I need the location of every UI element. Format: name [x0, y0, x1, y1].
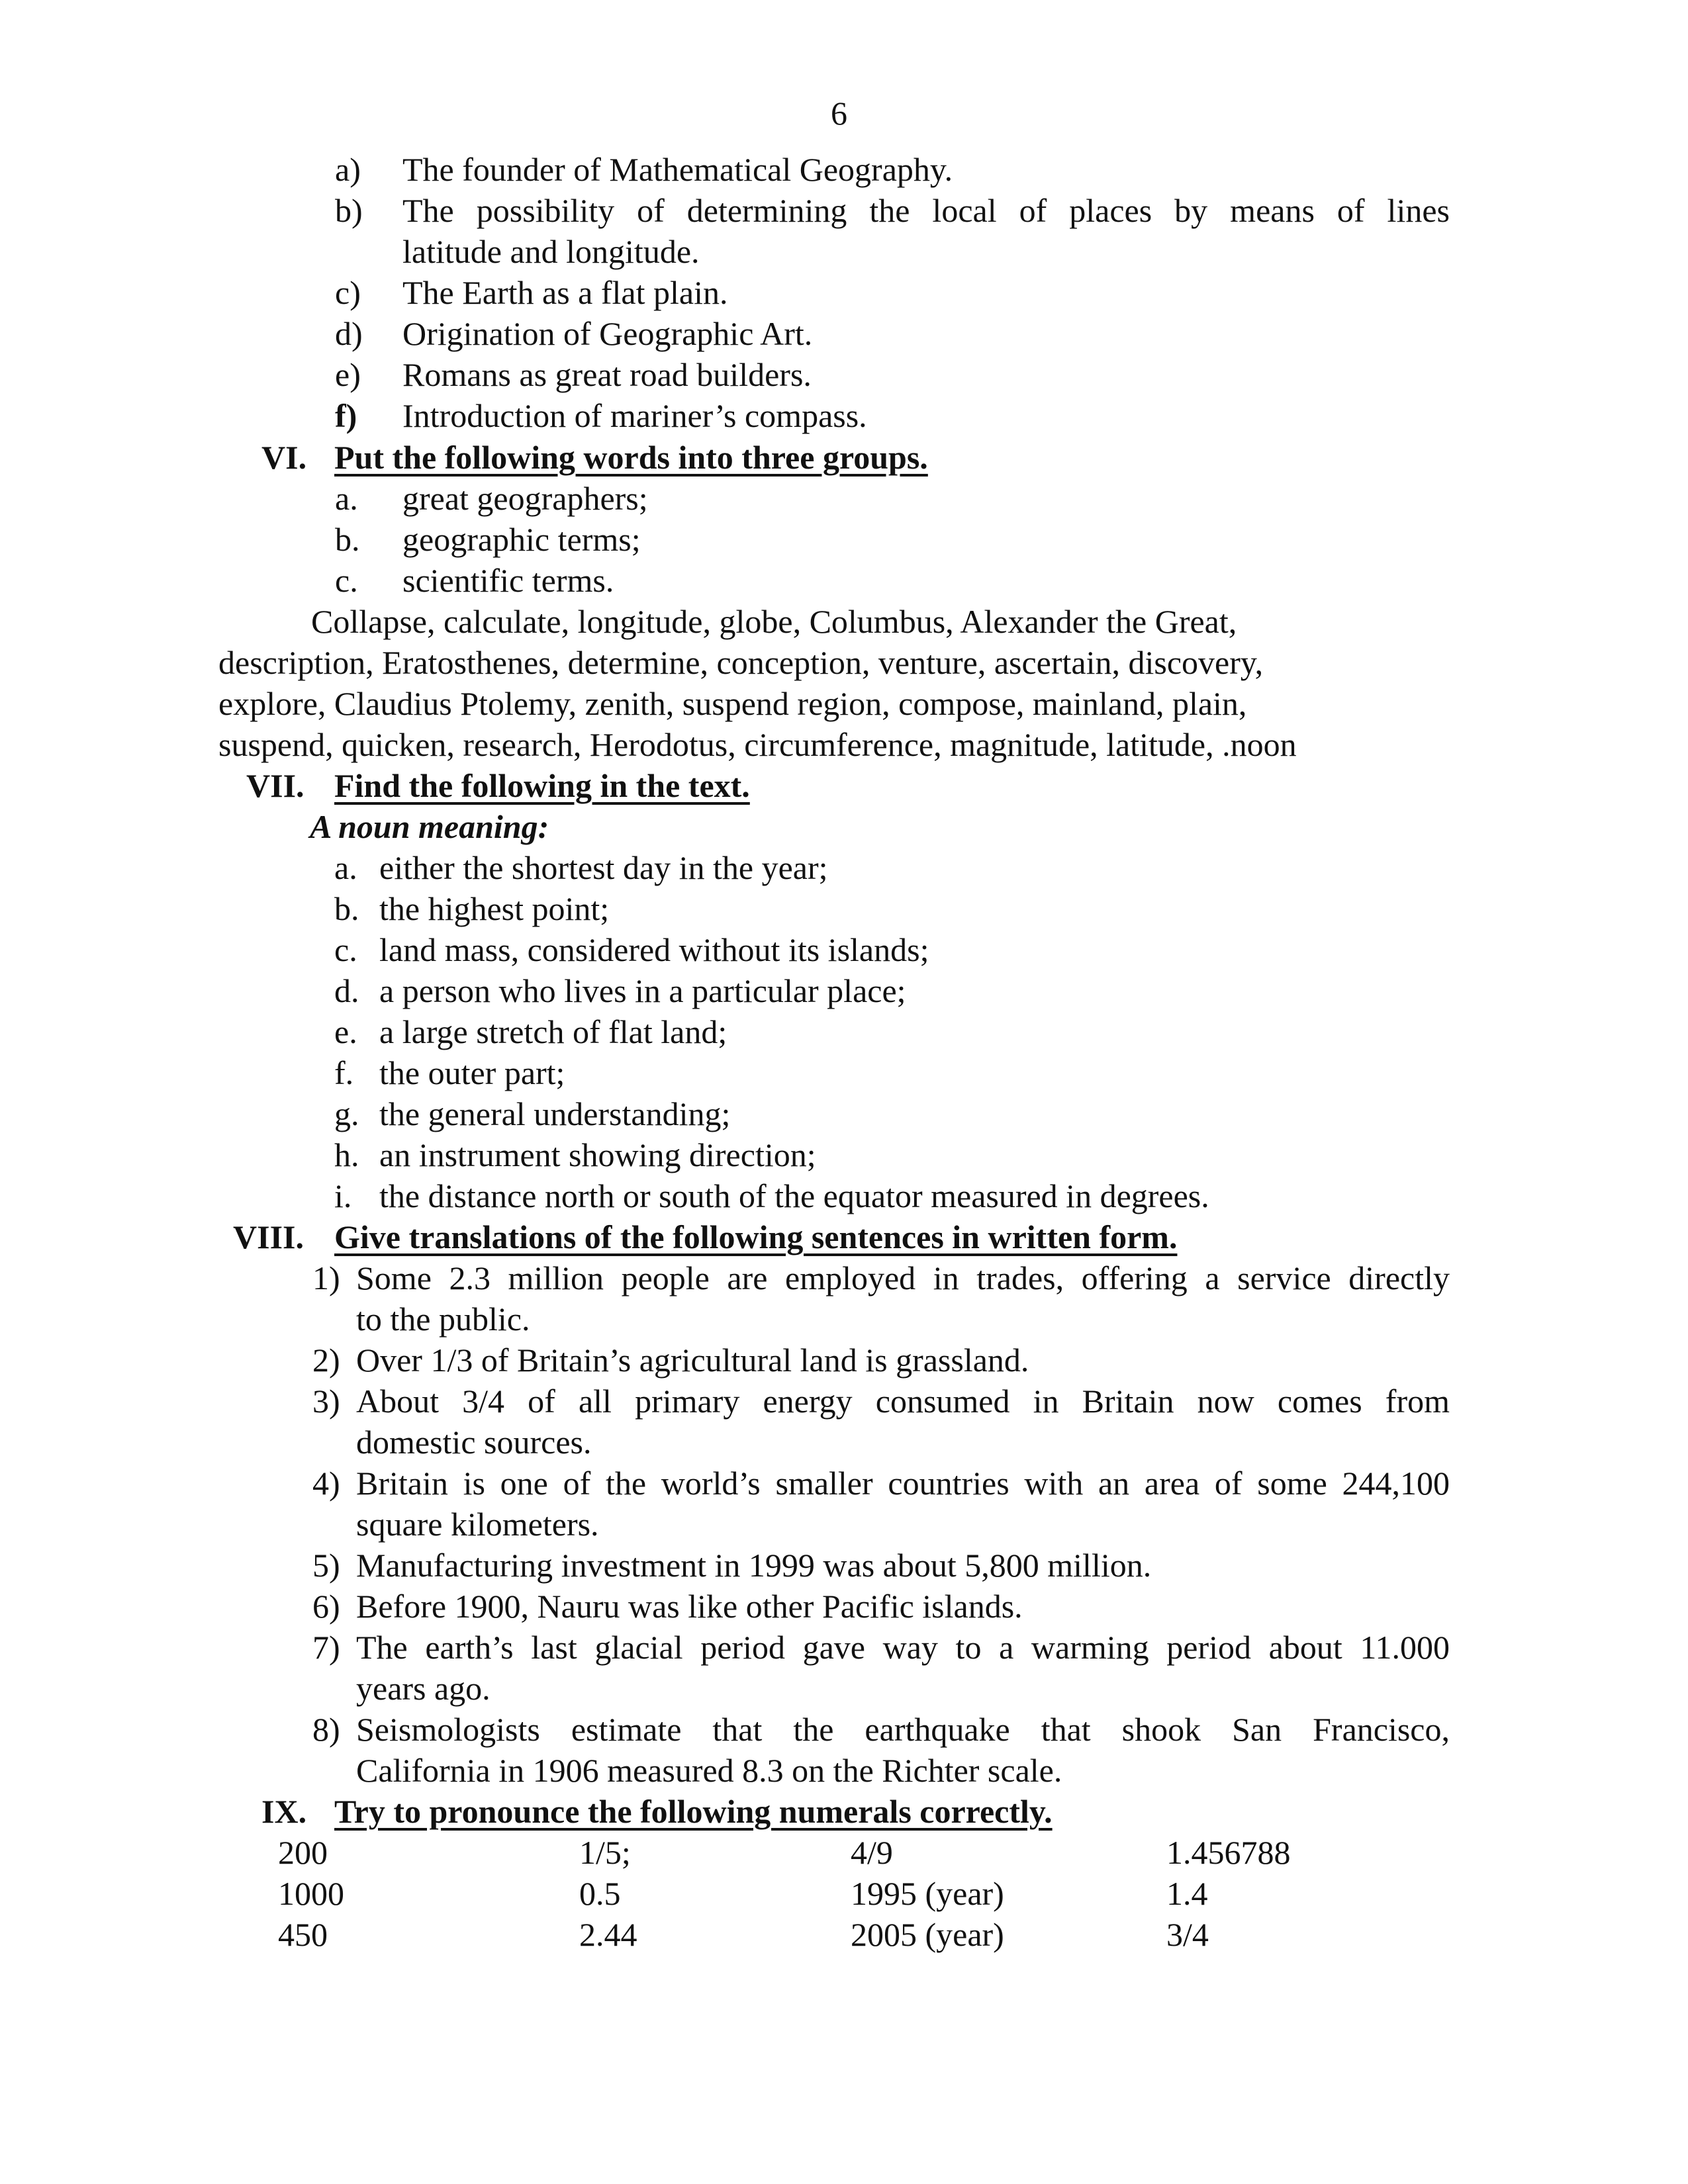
list-marker: c.: [335, 562, 358, 599]
list-item: Britain is one of the world’s smaller countries with an area of some 244,100: [356, 1465, 1450, 1502]
table-cell: 450: [278, 1916, 328, 1953]
list-item: Romans as great road builders.: [402, 356, 812, 393]
list-item-continuation: square kilometers.: [356, 1506, 599, 1543]
table-cell: 1/5;: [579, 1834, 631, 1871]
list-marker: 6): [312, 1588, 340, 1625]
list-item: the outer part;: [379, 1054, 565, 1091]
page-number: 6: [831, 95, 847, 132]
list-item: Over 1/3 of Britain’s agricultural land is grassland.: [356, 1342, 1029, 1379]
section-number: VI.: [261, 439, 307, 476]
list-item: The possibility of determining the local of places by means of lines: [402, 192, 1450, 229]
list-marker: b.: [334, 890, 359, 927]
table-cell: 1995 (year): [851, 1875, 1004, 1912]
list-marker: f): [335, 397, 357, 434]
list-marker: a.: [334, 849, 357, 886]
table-cell: 4/9: [851, 1834, 893, 1871]
list-item: About 3/4 of all primary energy consumed in Britain now comes from: [356, 1383, 1450, 1420]
section-heading: Give translations of the following sentences in written form.: [334, 1218, 1178, 1255]
list-item: Some 2.3 million people are employed in trades, offering a service directly: [356, 1259, 1450, 1297]
list-item: the distance north or south of the equator measured in degrees.: [379, 1177, 1209, 1214]
table-cell: 200: [278, 1834, 328, 1871]
table-cell: 1000: [278, 1875, 344, 1912]
subheading: A noun meaning:: [310, 808, 549, 845]
list-item-continuation: years ago.: [356, 1670, 491, 1707]
list-marker: 8): [312, 1711, 340, 1748]
list-item: great geographers;: [402, 480, 648, 517]
list-marker: e): [335, 356, 361, 393]
list-marker: d): [335, 315, 363, 352]
list-item: land mass, considered without its islands;: [379, 931, 929, 968]
table-cell: 1.456788: [1166, 1834, 1291, 1871]
table-cell: 3/4: [1166, 1916, 1209, 1953]
list-item: The earth’s last glacial period gave way to a warming period about 11.000: [356, 1629, 1450, 1666]
list-marker: c.: [334, 931, 357, 968]
list-item: The founder of Mathematical Geography.: [402, 151, 953, 188]
list-item-continuation: California in 1906 measured 8.3 on the Richter scale.: [356, 1752, 1062, 1789]
list-item: The Earth as a flat plain.: [402, 274, 728, 311]
table-cell: 1.4: [1166, 1875, 1208, 1912]
word-list-line: suspend, quicken, research, Herodotus, circumference, magnitude, latitude, .noon: [218, 726, 1297, 763]
list-item-continuation: domestic sources.: [356, 1424, 592, 1461]
section-heading: Try to pronounce the following numerals correctly.: [334, 1793, 1053, 1830]
list-item: an instrument showing direction;: [379, 1136, 816, 1173]
list-item-continuation: latitude and longitude.: [402, 233, 700, 270]
section-number: IX.: [261, 1793, 307, 1830]
list-marker: b.: [335, 521, 360, 558]
list-marker: f.: [334, 1054, 354, 1091]
list-marker: 7): [312, 1629, 340, 1666]
section-number: VIII.: [233, 1218, 304, 1255]
list-marker: h.: [334, 1136, 359, 1173]
list-item-continuation: to the public.: [356, 1300, 530, 1338]
table-cell: 2.44: [579, 1916, 637, 1953]
section-heading: Find the following in the text.: [334, 767, 750, 804]
list-item: the highest point;: [379, 890, 610, 927]
list-item: either the shortest day in the year;: [379, 849, 828, 886]
list-item: Before 1900, Nauru was like other Pacific islands.: [356, 1588, 1023, 1625]
list-item: Manufacturing investment in 1999 was about 5,800 million.: [356, 1547, 1152, 1584]
list-marker: i.: [334, 1177, 352, 1214]
list-item: the general understanding;: [379, 1095, 731, 1132]
list-item: a large stretch of flat land;: [379, 1013, 727, 1050]
list-marker: 5): [312, 1547, 340, 1584]
list-item: a person who lives in a particular place;: [379, 972, 906, 1009]
list-marker: 2): [312, 1342, 340, 1379]
list-item: Introduction of mariner’s compass.: [402, 397, 867, 434]
list-marker: a.: [335, 480, 358, 517]
list-marker: 3): [312, 1383, 340, 1420]
list-marker: b): [335, 192, 363, 229]
table-cell: 2005 (year): [851, 1916, 1004, 1953]
section-heading: Put the following words into three groups.: [334, 439, 928, 476]
table-cell: 0.5: [579, 1875, 621, 1912]
list-marker: a): [335, 151, 361, 188]
list-marker: g.: [334, 1095, 359, 1132]
list-marker: 4): [312, 1465, 340, 1502]
list-item: Origination of Geographic Art.: [402, 315, 813, 352]
list-marker: d.: [334, 972, 359, 1009]
list-marker: 1): [312, 1259, 340, 1297]
list-item: geographic terms;: [402, 521, 641, 558]
word-list-line: Collapse, calculate, longitude, globe, Columbus, Alexander the Great,: [311, 603, 1237, 640]
list-marker: e.: [334, 1013, 357, 1050]
word-list-line: explore, Claudius Ptolemy, zenith, suspend region, compose, mainland, plain,: [218, 685, 1247, 722]
list-marker: c): [335, 274, 361, 311]
section-number: VII.: [246, 767, 305, 804]
list-item: scientific terms.: [402, 562, 614, 599]
word-list-line: description, Eratosthenes, determine, conception, venture, ascertain, discovery,: [218, 644, 1264, 681]
list-item: Seismologists estimate that the earthquake that shook San Francisco,: [356, 1711, 1450, 1748]
